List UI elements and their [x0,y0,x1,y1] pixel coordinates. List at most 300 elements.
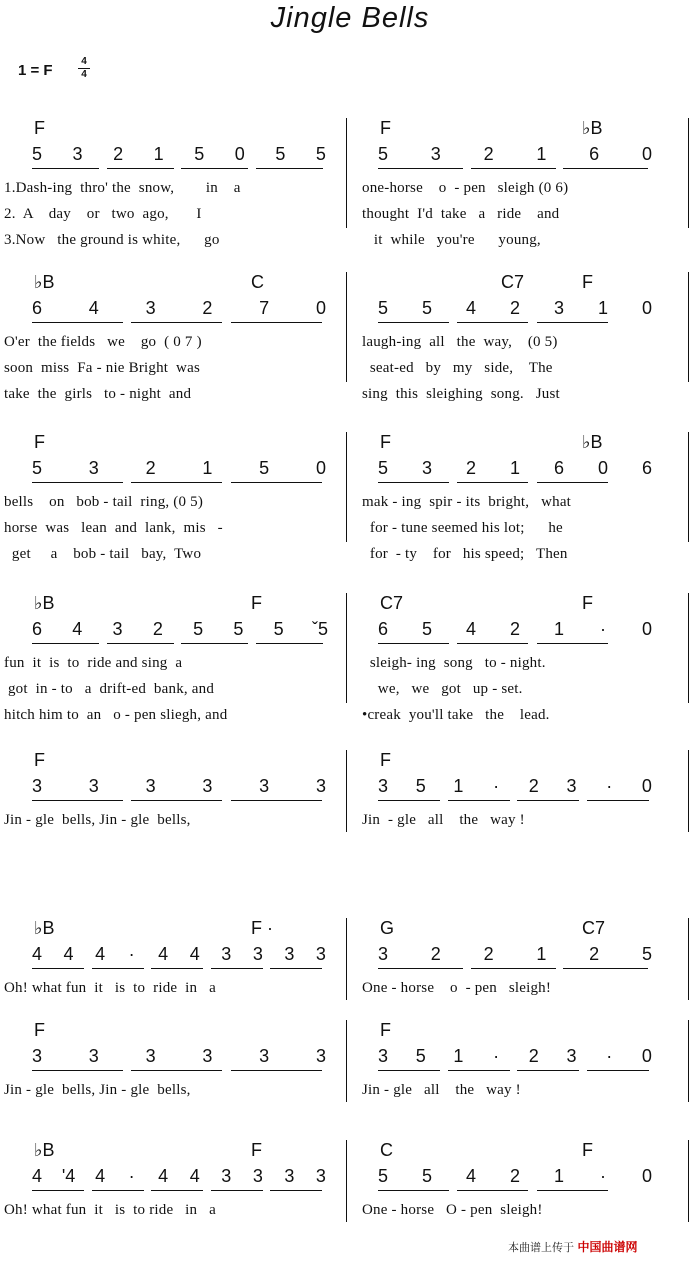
lyric-line: take the girls to - night and [4,386,192,402]
measure-group-right [362,272,654,412]
lyric-line: Jin - gle bells, Jin - gle bells, [4,812,191,828]
note: 4 [189,1166,200,1186]
note: 2 [509,619,520,639]
note: 3 [112,619,123,639]
note: · [600,1166,606,1186]
note: 0 [641,619,652,639]
note: 3 [284,1166,295,1186]
note: 5 [193,619,204,639]
note: 6 [641,458,652,478]
beam [378,643,449,644]
beam [537,1190,608,1191]
chord-row [30,750,328,772]
chord-symbol: F [34,1020,45,1040]
note: 5 [377,458,388,478]
bar-line [688,118,689,228]
chord-symbol: G [380,918,395,938]
lyric-line: Oh! what fun it is to ride in a [4,1202,216,1218]
note: · [128,944,135,964]
lyric-line: sleigh- ing song to - night. [362,655,546,671]
note: 5 [377,298,388,318]
lyric-line: fun it is to ride and sing a [4,655,183,671]
score-system [0,432,700,572]
score-system [0,918,700,1006]
note: · [606,1046,613,1066]
bar-line [346,272,347,382]
chord-row [376,918,654,940]
note: 0 [597,458,608,478]
note: 3 [315,944,326,964]
time-sig-bottom: 4 [81,69,87,80]
note-row [30,144,328,166]
note: 0 [641,776,652,796]
chord-symbol: C7 [380,593,404,613]
note: 2 [509,1166,520,1186]
time-signature [78,56,90,81]
bar-line [688,432,689,542]
chord-row [30,1140,328,1162]
bar-line [688,750,689,832]
chord-row [30,118,328,140]
bar-line [688,1020,689,1102]
beam [32,482,123,483]
note: 3 [315,1166,326,1186]
lyric-line: got in - to a drift-ed bank, and [4,681,215,697]
beam [256,643,323,644]
beam [32,1070,123,1071]
beam-lines [376,1070,654,1076]
chord-symbol: C [251,272,264,292]
lyric-line: laugh-ing all the way, (0 5) [362,334,558,350]
note: 0 [641,144,652,164]
beam-lines [376,482,654,488]
note: 3 [31,1046,42,1066]
note: 3 [377,944,388,964]
note: · [600,619,606,639]
measure-group-right [362,432,654,572]
note: · [493,1046,500,1066]
beam [270,968,322,969]
chord-symbol: ♭B [582,118,603,138]
note: 2 [113,144,124,164]
note: 4 [31,944,42,964]
note: 4 [158,1166,169,1186]
lyric-line: 2. A day or two ago, I [4,206,202,222]
note: 3 [315,1046,326,1066]
note: 0 [641,1166,652,1186]
chord-symbol: F [380,118,391,138]
note: 2 [483,144,494,164]
note: 1 [453,776,464,796]
beam [107,643,174,644]
chord-symbol: ♭B [582,432,603,452]
chord-row [376,593,654,615]
note: ˇ5 [311,619,328,639]
beam-lines [30,800,328,806]
chord-symbol: ♭B [34,272,55,292]
chord-row [30,272,328,294]
beam-lines [30,482,328,488]
beam [131,482,222,483]
time-sig-top: 4 [81,56,87,67]
note: 5 [641,944,652,964]
note-row [376,619,654,641]
note: · [493,776,500,796]
note: 3 [430,144,441,164]
note: 4 [158,944,169,964]
note: 4 [31,1166,42,1186]
note-row [376,458,654,480]
beam [457,322,528,323]
note: 3 [88,776,99,796]
chord-symbol: C7 [501,272,525,292]
measure-group-right [362,1020,654,1108]
note: 1 [553,619,564,639]
note: 5 [421,298,432,318]
note: · [128,1166,135,1186]
lyric-line: sing this sleighing song. Just [362,386,560,402]
note: 4 [72,619,83,639]
measure-group-left [4,1020,328,1108]
note: 0 [641,298,652,318]
lyric-line: thought I'd take a ride and [362,206,560,222]
note-row [30,1166,328,1188]
chord-row [30,918,328,940]
measure-group-right [362,918,654,1006]
beam [378,968,463,969]
beam [378,800,440,801]
beam [270,1190,322,1191]
measure-group-left [4,593,328,733]
note: 0 [315,458,326,478]
lyric-line: O'er the fields we go ( 0 7 ) [4,334,202,350]
beam [256,168,323,169]
bar-line [346,118,347,228]
beam [92,1190,144,1191]
beam-lines [30,1070,328,1076]
note-row [30,944,328,966]
lyric-line: Jin - gle all the way ! [362,812,525,828]
score-system [0,750,700,838]
lyric-line: we, we got up - set. [362,681,523,697]
note: 1 [509,458,520,478]
note: 2 [509,298,520,318]
bar-line [346,593,347,703]
chord-row [30,593,328,615]
beam-lines [376,322,654,328]
note: 6 [377,619,388,639]
bar-line [688,1140,689,1222]
note: 2 [145,458,156,478]
beam-lines [30,643,328,649]
lyric-line: for - ty for his speed; Then [362,546,568,562]
chord-symbol: F [34,750,45,770]
chord-row [376,118,654,140]
lyric-line: Oh! what fun it is to ride in a [4,980,216,996]
bar-line [346,1020,347,1102]
lyric-line: One - horse O - pen sleigh! [362,1202,543,1218]
beam [378,168,463,169]
chord-row [376,1020,654,1042]
beam-lines [30,968,328,974]
note: 3 [72,144,83,164]
note: 6 [553,458,564,478]
note-row [30,619,328,641]
note: 5 [273,619,284,639]
song-title: Jingle Bells [270,2,430,34]
note: 5 [421,619,432,639]
beam [211,1190,263,1191]
bar-line [688,272,689,382]
beam [131,800,222,801]
note: 5 [377,1166,388,1186]
note-row [30,1046,328,1068]
beam [537,482,608,483]
note: 4 [95,944,106,964]
chord-symbol: F [251,593,262,613]
measure-group-left [4,750,328,838]
lyric-line: horse was lean and lank, mis - [4,520,223,536]
lyric-line: soon miss Fa - nie Bright was [4,360,200,376]
note: 4 [465,298,476,318]
lyric-line: 3.Now the ground is white, go [4,232,220,248]
beam [32,1190,84,1191]
measure-group-left [4,918,328,1006]
note: 6 [31,298,42,318]
note: 5 [415,1046,426,1066]
note: 4 [189,944,200,964]
beam [231,482,322,483]
bar-line [688,918,689,1000]
beam [457,1190,528,1191]
bar-line [346,750,347,832]
note: 1 [453,1046,464,1066]
note: 1 [202,458,213,478]
key-signature: 1 = F [18,62,53,79]
note: 3 [88,1046,99,1066]
measure-group-left [4,432,328,572]
beam-lines [376,968,654,974]
note: 3 [202,776,213,796]
footer-uploaded-text: 本曲谱上传于 [508,1241,574,1254]
beam [537,643,608,644]
lyric-line: Jin - gle bells, Jin - gle bells, [4,1082,191,1098]
beam-lines [30,1190,328,1196]
bar-line [346,1140,347,1222]
beam-lines [376,643,654,649]
note: · [606,776,613,796]
beam [32,800,123,801]
note: 4 [95,1166,106,1186]
lyric-line: mak - ing spir - its bright, what [362,494,572,510]
note: 2 [589,944,600,964]
beam [151,968,203,969]
note: 5 [31,458,42,478]
note: 3 [566,1046,577,1066]
beam [151,1190,203,1191]
note: 1 [153,144,164,164]
note: 5 [194,144,205,164]
chord-row [376,1140,654,1162]
beam [32,322,123,323]
note: 3 [284,944,295,964]
note: 5 [315,144,326,164]
note-row [30,776,328,798]
bar-line [346,432,347,542]
note-row [376,298,654,320]
beam [517,1070,579,1071]
score-system [0,593,700,733]
measure-group-left [4,118,328,258]
chord-symbol: ♭B [34,918,55,938]
beam-lines [30,322,328,328]
beam [231,800,322,801]
chord-symbol: C7 [582,918,606,938]
beam [587,800,649,801]
note: 2 [152,619,163,639]
beam [131,1070,222,1071]
note: 3 [377,1046,388,1066]
beam [378,482,449,483]
beam [92,968,144,969]
beam [181,643,248,644]
lyric-line: it while you're young, [362,232,541,248]
score-system [0,1140,700,1228]
note: 3 [202,1046,213,1066]
score-system [0,118,700,258]
chord-symbol: F [34,432,45,452]
beam [517,800,579,801]
note: 3 [553,298,564,318]
note: 5 [421,1166,432,1186]
lyric-line: for - tune seemed his lot; he [362,520,563,536]
note-row [376,144,654,166]
bar-line [346,918,347,1000]
note: 3 [221,944,232,964]
note: 3 [31,776,42,796]
lyric-line: get a bob - tail bay, Two [4,546,202,562]
beam [32,968,84,969]
beam-lines [30,168,328,174]
beam [471,168,556,169]
note-row [30,298,328,320]
beam [32,643,99,644]
note: 7 [259,298,270,318]
note: 3 [377,776,388,796]
note: 0 [234,144,245,164]
score-system [0,1020,700,1108]
note-row [376,1166,654,1188]
chord-symbol: F [34,118,45,138]
beam [457,643,528,644]
note: 5 [259,458,270,478]
chord-row [376,750,654,772]
lyric-line: seat-ed by my side, The [362,360,553,376]
note: 4 [465,619,476,639]
note: 3 [259,1046,270,1066]
note: 2 [465,458,476,478]
measure-group-right [362,593,654,733]
footer-credit [508,1238,638,1255]
beam-lines [376,1190,654,1196]
note: 5 [233,619,244,639]
lyric-line: Jin - gle all the way ! [362,1082,521,1098]
chord-symbol: F [380,1020,391,1040]
lyric-line: 1.Dash-ing thro' the snow, in a [4,180,241,196]
note-row [30,458,328,480]
note: 5 [31,144,42,164]
note: 6 [589,144,600,164]
chord-symbol: F [582,593,593,613]
beam [448,1070,510,1071]
note: 3 [566,776,577,796]
note: 5 [275,144,286,164]
chord-symbol: C [380,1140,393,1160]
lyric-line: hitch him to an o - pen sliegh, and [4,707,228,723]
bar-line [688,593,689,703]
beam [231,1070,322,1071]
note: 2 [202,298,213,318]
chord-row [376,272,654,294]
beam [231,322,322,323]
beam [457,482,528,483]
beam [32,168,99,169]
note-row [376,944,654,966]
note: 3 [145,1046,156,1066]
lyric-line: •creak you'll take the lead. [362,707,550,723]
measure-group-right [362,1140,654,1228]
measure-group-right [362,750,654,838]
note: 2 [430,944,441,964]
note: 3 [221,1166,232,1186]
lyric-line: One - horse o - pen sleigh! [362,980,552,996]
note-row [376,1046,654,1068]
note: 3 [145,776,156,796]
measure-group-left [4,1140,328,1228]
note: 3 [252,1166,263,1186]
note: 1 [553,1166,564,1186]
note-row [376,776,654,798]
chord-row [30,1020,328,1042]
note: 3 [145,298,156,318]
beam [537,322,608,323]
lyric-line: one-horse o - pen sleigh (0 6) [362,180,569,196]
measure-group-left [4,272,328,412]
beam [107,168,174,169]
beam [211,968,263,969]
note: 1 [536,144,547,164]
chord-symbol: ♭B [34,593,55,613]
note: 2 [528,776,539,796]
note: 5 [415,776,426,796]
note: 3 [315,776,326,796]
note: 3 [259,776,270,796]
note: 3 [88,458,99,478]
footer-brand: 中国曲谱网 [577,1240,638,1254]
note: 5 [377,144,388,164]
note: 3 [421,458,432,478]
chord-symbol: F [251,1140,262,1160]
chord-symbol: F · [251,918,273,938]
beam [563,968,648,969]
note: 0 [641,1046,652,1066]
chord-symbol: F [380,432,391,452]
beam [131,322,222,323]
chord-row [30,432,328,454]
beam [563,168,648,169]
chord-symbol: F [582,1140,593,1160]
note: 4 [88,298,99,318]
